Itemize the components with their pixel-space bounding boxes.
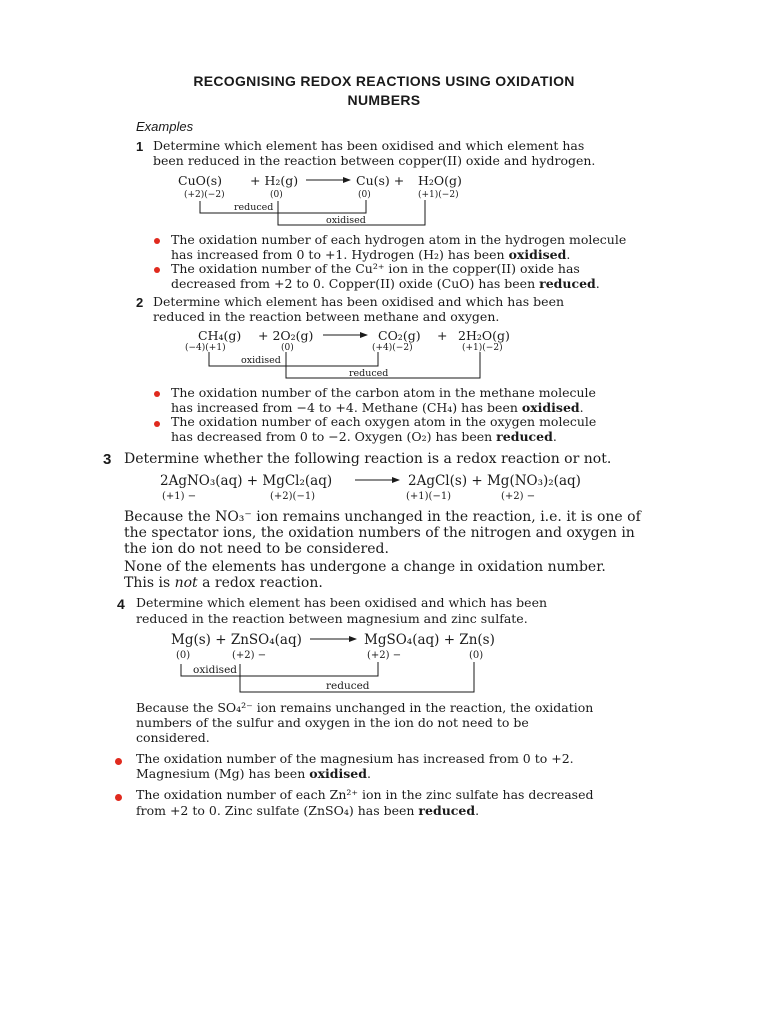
- example-1-question-line-2: been reduced in the reaction between copper(II) oxide and hydrogen.: [153, 153, 596, 168]
- ex2-reactant-o2: + 2O₂(g): [258, 328, 314, 343]
- ex3-paragraph-line-4: None of the elements has undergone a change in oxidation number.: [124, 559, 606, 575]
- ex3-ox-agcl: (+1)(−1): [406, 491, 452, 502]
- ex1-reduced-bracket: [200, 200, 366, 213]
- ex1-bullet-1-line-2: has increased from 0 to +1. Hydrogen (H₂) has been oxidised.: [171, 247, 571, 262]
- example-4-question-line-1: Determine which element has been oxidised and which has been: [136, 595, 548, 610]
- ex2-ox-o2: (0): [281, 343, 294, 353]
- ex2-reactant-ch4: CH₄(g): [198, 328, 242, 343]
- ex4-bullet-2-line-2: from +2 to 0. Zinc sulfate (ZnSO₄) has been reduced.: [136, 803, 480, 818]
- ex3-paragraph-line-1: Because the NO₃⁻ ion remains unchanged in the reaction, i.e. it is one of: [124, 509, 641, 525]
- ex2-label-reduced: reduced: [349, 368, 389, 379]
- ex4-bullet-2-line-1: The oxidation number of each Zn²⁺ ion in the zinc sulfate has decreased: [136, 787, 594, 802]
- ex1-label-oxidised: oxidised: [326, 215, 366, 226]
- example-4-question-line-2: reduced in the reaction between magnesium and zinc sulfate.: [136, 611, 528, 626]
- ex1-label-reduced: reduced: [234, 202, 274, 213]
- ex1-ox-h2o: (+1)(−2): [418, 190, 459, 200]
- ex4-ox-zn: (0): [469, 650, 484, 661]
- example-2-question-line-1: Determine which element has been oxidised and which has been: [153, 294, 565, 309]
- ex3-paragraph-line-5: This is not a redox reaction.: [124, 575, 323, 591]
- ex2-ox-ch4: (−4)(+1): [185, 343, 226, 353]
- ex2-product-h2o: 2H₂O(g): [458, 328, 510, 343]
- ex3-ox-agno3: (+1) −: [162, 491, 197, 502]
- ex4-paragraph-line-2: numbers of the sulfur and oxygen in the ion do not need to be: [136, 715, 529, 730]
- ex4-reactants: Mg(s) + ZnSO₄(aq): [171, 632, 302, 648]
- ex4-bullet-1-line-2: Magnesium (Mg) has been oxidised.: [136, 766, 371, 781]
- ex1-ox-h2: (0): [270, 190, 283, 200]
- ex3-paragraph-line-2: the spectator ions, the oxidation numbers of the nitrogen and oxygen in: [124, 525, 635, 541]
- ex3-reactants: 2AgNO₃(aq) + MgCl₂(aq): [160, 473, 333, 489]
- ex4-ox-mg: (0): [176, 650, 191, 661]
- ex2-ox-co2: (+4)(−2): [372, 343, 413, 353]
- ex1-ox-cuo: (+2)(−2): [184, 190, 225, 200]
- ex2-bullet-1-line-1: The oxidation number of the carbon atom in the methane molecule: [171, 385, 596, 400]
- example-1-number: 1: [136, 139, 144, 154]
- page-title-line-1: RECOGNISING REDOX REACTIONS USING OXIDATION: [193, 73, 575, 89]
- ex1-product-h2o: H₂O(g): [418, 173, 462, 188]
- page-title-line-2: NUMBERS: [347, 92, 421, 108]
- example-2-question-line-2: reduced in the reaction between methane and oxygen.: [153, 309, 500, 324]
- ex2-ox-h2o: (+1)(−2): [462, 343, 503, 353]
- ex2-reduced-bracket: [286, 352, 480, 378]
- ex1-reactant-cuo: CuO(s): [178, 173, 223, 188]
- examples-heading: Examples: [136, 119, 194, 134]
- ex3-ox-mgno32: (+2) −: [501, 491, 536, 502]
- ex4-label-oxidised: oxidised: [193, 664, 238, 676]
- example-3-question: Determine whether the following reaction is a redox reaction or not.: [124, 451, 612, 467]
- ex2-bullet-1-line-2: has increased from −4 to +4. Methane (CH₄) has been oxidised.: [171, 400, 584, 415]
- ex4-paragraph-line-3: considered.: [136, 730, 210, 745]
- ex2-oxidised-bracket: [209, 352, 378, 366]
- ex4-oxidised-bracket: [181, 662, 378, 676]
- ex3-products: 2AgCl(s) + Mg(NO₃)₂(aq): [408, 473, 581, 489]
- ex4-ox-znso4: (+2) −: [232, 650, 267, 661]
- ex4-bullet-1-line-1: The oxidation number of the magnesium has increased from 0 to +2.: [136, 751, 574, 766]
- ex1-reactant-h2: + H₂(g): [250, 173, 299, 188]
- example-1-question-line-1: Determine which element has been oxidised and which element has: [153, 138, 585, 153]
- ex3-ox-mgcl2: (+2)(−1): [270, 491, 316, 502]
- ex4-paragraph-line-1: Because the SO₄²⁻ ion remains unchanged in the reaction, the oxidation: [136, 700, 594, 715]
- ex4-products: MgSO₄(aq) + Zn(s): [364, 632, 495, 648]
- ex2-bullet-2-line-2: has decreased from 0 to −2. Oxygen (O₂) has been reduced.: [171, 429, 557, 444]
- ex2-bullet-2-line-1: The oxidation number of each oxygen atom in the oxygen molecule: [171, 414, 597, 429]
- example-2-number: 2: [136, 295, 144, 310]
- ex4-ox-mgso4: (+2) −: [367, 650, 402, 661]
- ex3-paragraph-line-3: the ion do not need to be considered.: [124, 541, 389, 557]
- ex4-label-reduced: reduced: [326, 680, 370, 692]
- ex2-plus: +: [437, 328, 448, 343]
- example-3-number: 3: [103, 451, 112, 468]
- ex1-bullet-1-line-1: The oxidation number of each hydrogen atom in the hydrogen molecule: [171, 232, 627, 247]
- example-4-number: 4: [117, 596, 125, 612]
- ex4-reduced-bracket: [240, 662, 474, 692]
- ex1-ox-cu: (0): [358, 190, 371, 200]
- ex2-label-oxidised: oxidised: [241, 355, 281, 366]
- ex1-product-cu: Cu(s) +: [356, 173, 405, 188]
- ex1-bullet-2-line-2: decreased from +2 to 0. Copper(II) oxide (CuO) has been reduced.: [171, 276, 600, 291]
- ex1-bullet-2-line-1: The oxidation number of the Cu²⁺ ion in the copper(II) oxide has: [171, 261, 580, 276]
- ex2-product-co2: CO₂(g): [378, 328, 421, 343]
